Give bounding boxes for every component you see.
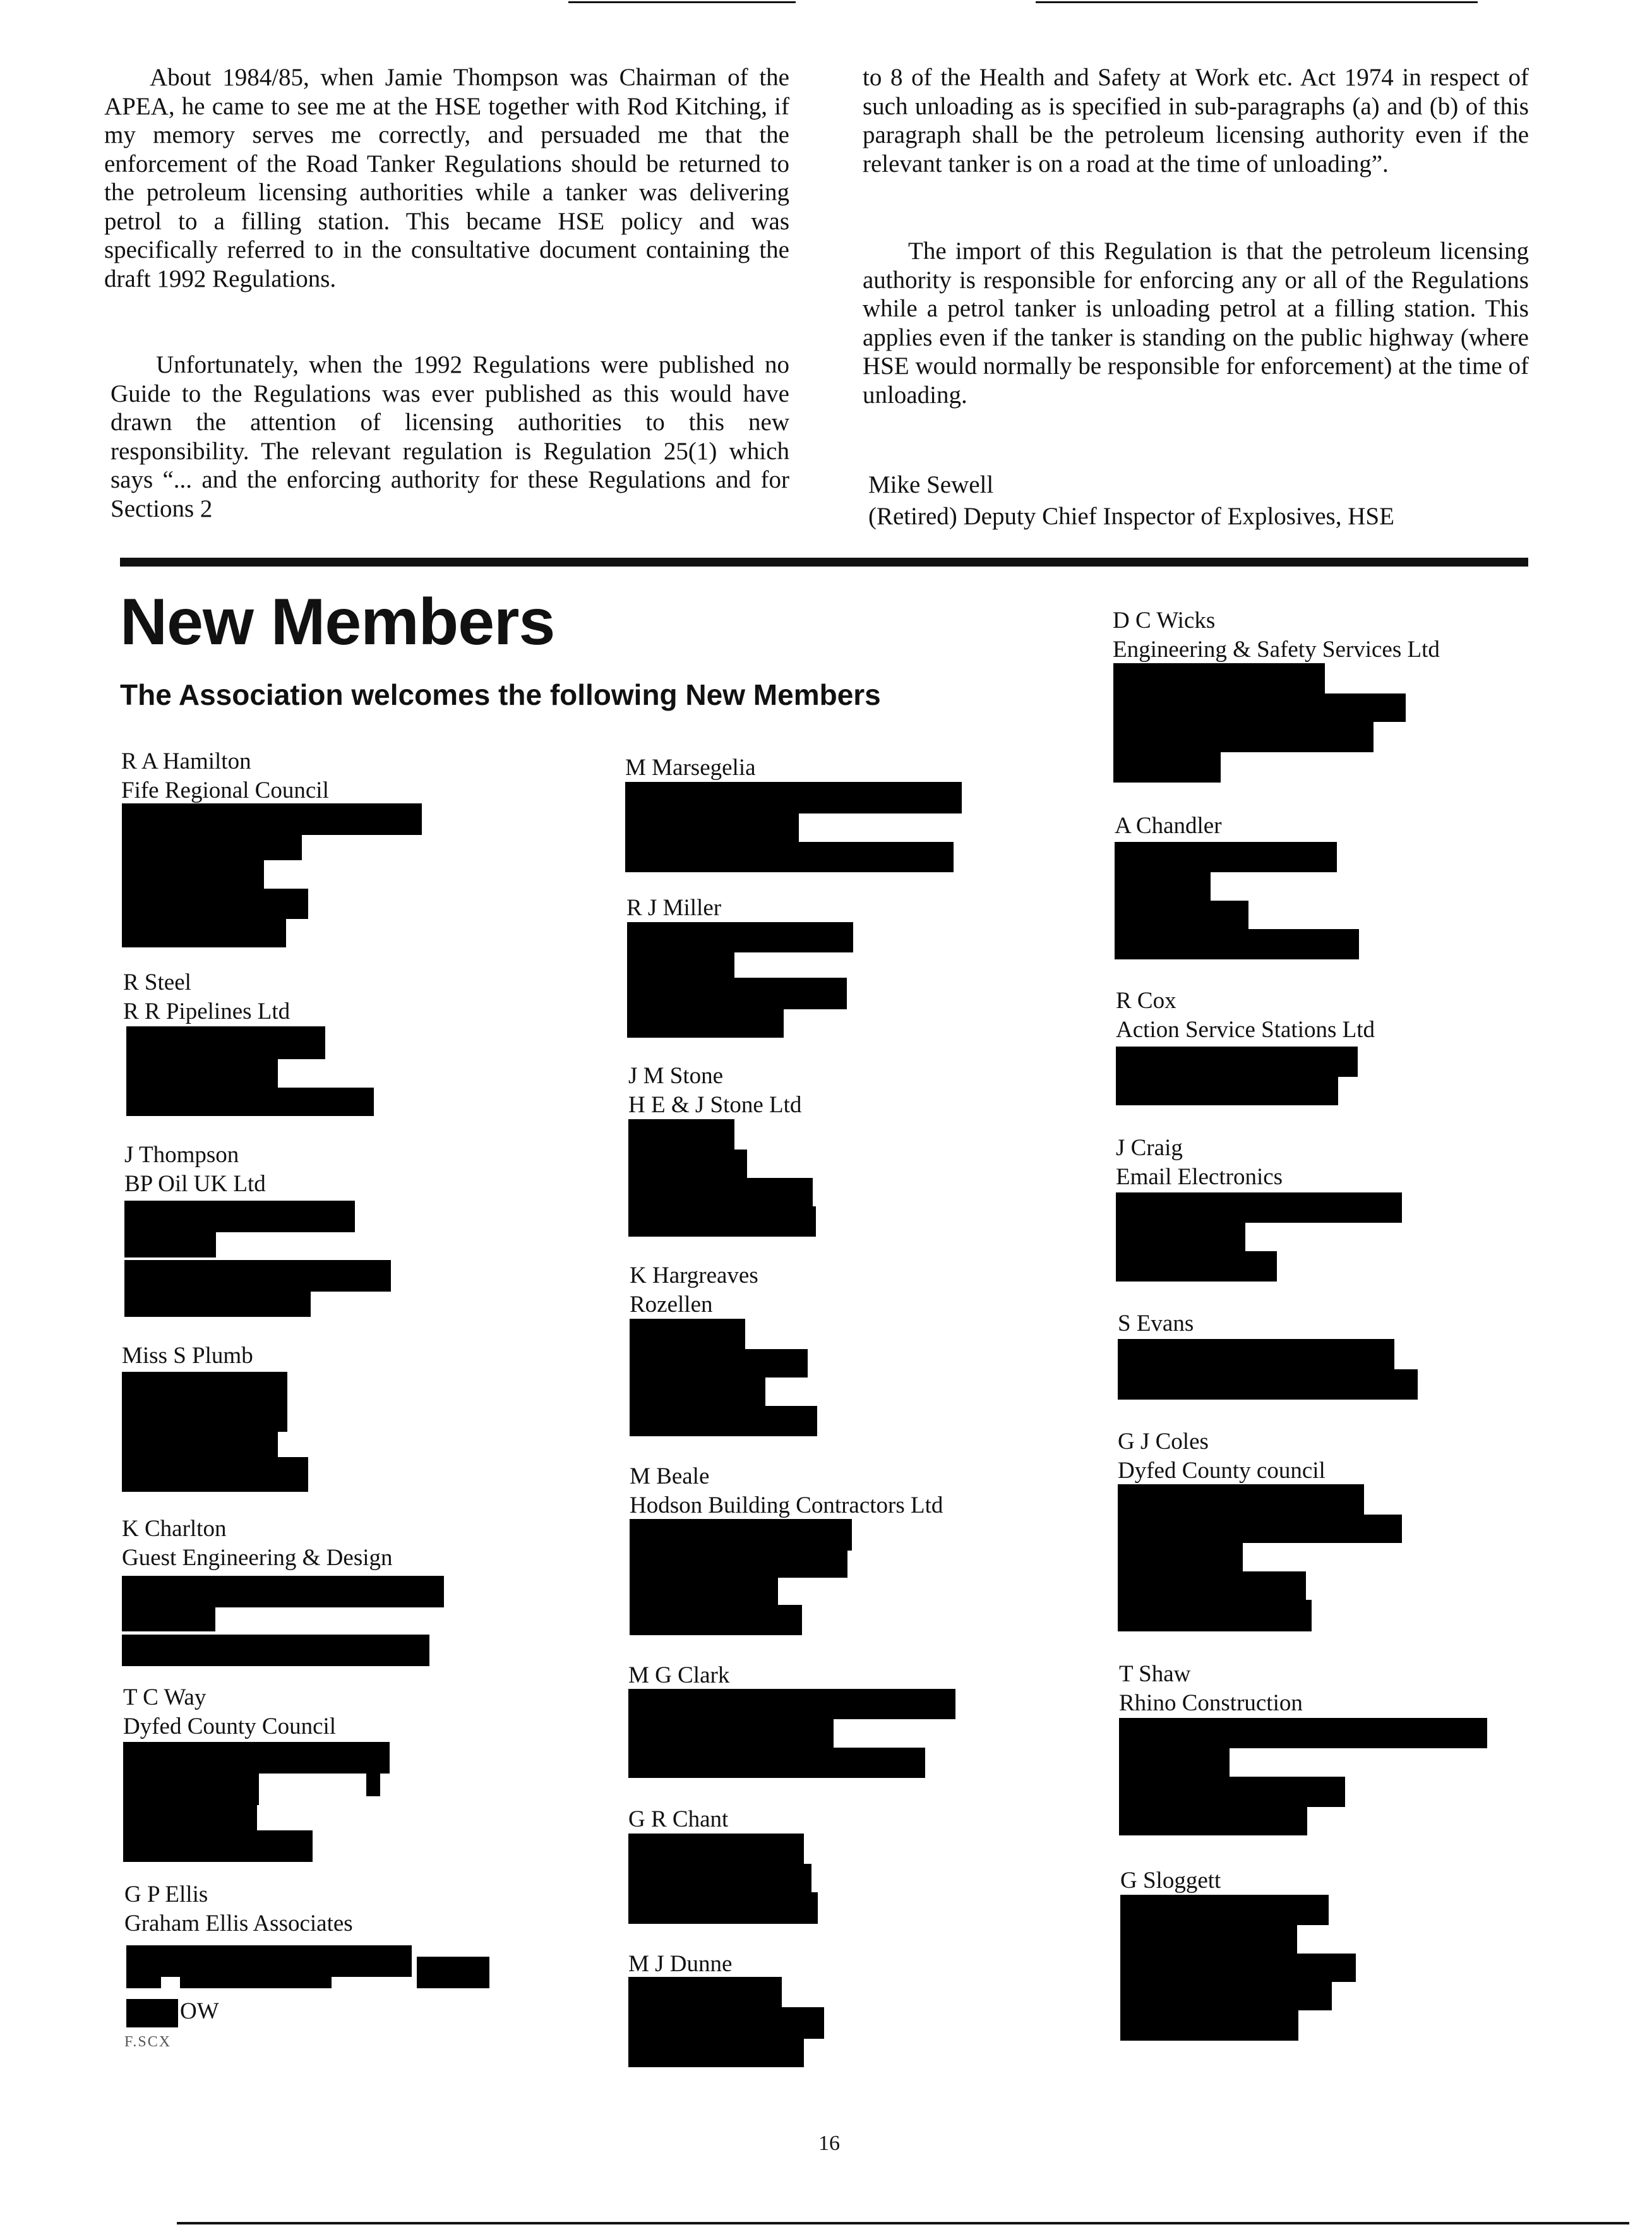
member-name: J M Stone <box>628 1063 724 1089</box>
member-org: Action Service Stations Ltd <box>1116 1017 1375 1043</box>
member-address-fragment: OW <box>180 1998 219 2024</box>
member-r-steel <box>123 968 290 1026</box>
redaction-block <box>1119 1718 1487 1748</box>
redaction-block <box>123 1742 390 1774</box>
redaction-block <box>628 1178 813 1206</box>
member-name: A Chandler <box>1115 813 1222 839</box>
redaction-block <box>630 1378 765 1406</box>
redaction-block <box>1118 1369 1418 1400</box>
redaction-block <box>630 1406 817 1436</box>
redaction-block <box>627 1009 784 1038</box>
redaction-block <box>122 1576 444 1607</box>
member-name: J Craig <box>1116 1135 1183 1161</box>
redaction-block <box>627 922 853 952</box>
redaction-block <box>122 835 302 860</box>
redaction-block <box>1115 901 1248 929</box>
redaction-block <box>366 1774 380 1796</box>
article-left-para-1: About 1984/85, when Jamie Thompson was Chairman of the APEA, he came to see me at the HSE together with Rod Kitching, if my memory serves me correctly, and persuaded me that the enforcement of the Road Tanker Regulations should be returned to the petroleum licensing authorities while a tanker was delivering petrol to a filling station. This became HSE policy and was specifically referred to in the consultative document containing the draft 1992 Regulations. <box>104 64 789 292</box>
redaction-block <box>122 1635 429 1666</box>
redaction-block <box>1115 929 1359 959</box>
member-org: Dyfed County Council <box>123 1714 337 1739</box>
redaction-block <box>122 889 308 919</box>
redaction-block <box>628 1119 734 1150</box>
member-name: G P Ellis <box>124 1882 208 1907</box>
new-members-heading: New Members <box>120 585 555 659</box>
member-name: T C Way <box>123 1684 206 1710</box>
redaction-block <box>123 1805 257 1830</box>
member-org: Dyfed County council <box>1118 1458 1326 1484</box>
member-k-hargreaves <box>630 1261 758 1319</box>
member-name: K Charlton <box>122 1516 227 1542</box>
redaction-block <box>630 1551 847 1578</box>
member-k-charlton <box>122 1515 393 1573</box>
redaction-block <box>1120 1982 1332 2010</box>
article-right-para-2: The import of this Regulation is that the petroleum licensing authority is responsible for enforcing any or all of the Regulations while a petrol tanker is unloading petrol at a filling station. This applies even if the tanker is standing on the public highway (where HSE would normally be responsible for enforcement) at the time of unloading. <box>863 237 1529 409</box>
new-members-subheading: The Association welcomes the following New Members <box>120 678 881 711</box>
member-g-j-coles <box>1118 1427 1326 1486</box>
redaction-block <box>1116 1223 1245 1251</box>
scan-edge-top-right <box>1036 1 1478 3</box>
redaction-block <box>1115 872 1211 901</box>
redaction-block <box>1119 1748 1230 1777</box>
redaction-block <box>628 1150 747 1178</box>
member-d-c-wicks <box>1113 606 1440 664</box>
member-miss-s-plumb <box>122 1342 253 1371</box>
redaction-block <box>122 1457 308 1492</box>
member-name: Miss S Plumb <box>122 1343 253 1369</box>
redaction-block <box>126 1088 374 1116</box>
member-m-j-dunne <box>628 1950 732 1979</box>
member-name: G Sloggett <box>1120 1868 1221 1894</box>
redaction-block <box>630 1578 778 1605</box>
redaction-block <box>1116 1192 1402 1223</box>
redaction-block <box>625 782 962 813</box>
redaction-block <box>124 1260 391 1292</box>
redaction-block <box>627 978 847 1009</box>
redaction-block <box>1118 1600 1312 1631</box>
member-name: R Cox <box>1116 988 1176 1014</box>
member-name: R J Miller <box>626 895 722 921</box>
redaction-block <box>123 1830 313 1862</box>
redaction-block <box>126 1977 161 1988</box>
redaction-block <box>1116 1077 1338 1105</box>
member-org: Graham Ellis Associates <box>124 1911 353 1936</box>
member-name: M Marsegelia <box>625 755 756 781</box>
member-org: Guest Engineering & Design <box>122 1545 393 1571</box>
redaction-block <box>630 1319 745 1349</box>
member-m-beale <box>630 1462 943 1520</box>
redaction-block <box>1113 663 1325 693</box>
redaction-block <box>1113 693 1406 722</box>
redaction-block <box>628 1977 782 2007</box>
member-postcode-fragment: F.SCX <box>124 2034 172 2050</box>
redaction-block <box>124 1292 311 1317</box>
redaction-block <box>1120 1954 1356 1982</box>
redaction-block <box>126 1059 278 1088</box>
member-name: G J Coles <box>1118 1429 1209 1455</box>
member-name: J Thompson <box>124 1142 239 1168</box>
member-org: H E & J Stone Ltd <box>628 1092 802 1118</box>
redaction-block <box>1119 1807 1307 1835</box>
member-g-p-ellis <box>124 1880 353 1938</box>
member-j-m-stone <box>628 1062 801 1120</box>
member-t-c-way <box>123 1683 336 1741</box>
redaction-block <box>1113 722 1374 752</box>
signature-name: Mike Sewell <box>868 471 994 498</box>
member-name: M Beale <box>630 1463 710 1489</box>
redaction-block <box>180 1977 332 1988</box>
member-g-sloggett <box>1120 1866 1221 1895</box>
member-name: D C Wicks <box>1113 608 1216 633</box>
redaction-block <box>122 860 264 889</box>
redaction-block <box>630 1519 852 1551</box>
member-name: T Shaw <box>1119 1661 1191 1687</box>
redaction-block <box>417 1957 489 1988</box>
redaction-block <box>1116 1251 1277 1282</box>
redaction-block <box>124 1201 355 1232</box>
redaction-block <box>628 1834 804 1864</box>
redaction-block <box>630 1605 802 1635</box>
member-name: S Evans <box>1118 1311 1194 1336</box>
member-j-craig <box>1116 1134 1283 1192</box>
member-name: M G Clark <box>628 1662 730 1688</box>
member-org: Rozellen <box>630 1292 713 1318</box>
member-r-a-hamilton <box>121 747 329 805</box>
redaction-block <box>122 1432 278 1457</box>
redaction-block <box>628 1719 834 1748</box>
member-org: Engineering & Safety Services Ltd <box>1113 637 1440 663</box>
member-r-j-miller <box>626 894 721 923</box>
redaction-block <box>1120 1895 1329 1925</box>
member-org: Email Electronics <box>1116 1164 1283 1190</box>
redaction-block <box>630 1349 808 1378</box>
redaction-block <box>628 2039 804 2067</box>
signature-title: (Retired) Deputy Chief Inspector of Explosives, HSE <box>868 503 1394 530</box>
redaction-block <box>1118 1571 1306 1600</box>
member-name: G R Chant <box>628 1806 729 1832</box>
member-s-evans <box>1118 1309 1194 1338</box>
member-name: R Steel <box>123 969 191 995</box>
redaction-block <box>628 1689 955 1719</box>
redaction-block <box>628 2007 824 2039</box>
member-r-cox <box>1116 987 1375 1045</box>
redaction-block <box>1118 1484 1364 1515</box>
member-org: BP Oil UK Ltd <box>124 1171 266 1197</box>
member-g-r-chant <box>628 1805 728 1834</box>
redaction-block <box>1120 2010 1298 2041</box>
redaction-block <box>126 1945 412 1977</box>
redaction-block <box>122 803 422 835</box>
redaction-block <box>122 919 286 947</box>
member-t-shaw <box>1119 1660 1303 1718</box>
redaction-block <box>122 1607 215 1631</box>
member-m-g-clark <box>628 1661 729 1690</box>
redaction-block <box>124 1232 216 1258</box>
redaction-block <box>122 1372 287 1432</box>
redaction-block <box>1120 1925 1297 1954</box>
page-number: 16 <box>818 2132 840 2155</box>
member-name: K Hargreaves <box>630 1263 758 1288</box>
redaction-block <box>628 1864 811 1892</box>
redaction-block <box>625 813 799 842</box>
redaction-block <box>1118 1339 1394 1369</box>
member-a-chandler <box>1115 812 1222 841</box>
member-name: R A Hamilton <box>121 748 251 774</box>
redaction-block <box>1115 842 1337 872</box>
section-divider <box>120 558 1528 567</box>
article-left-para-2: Unfortunately, when the 1992 Regulations were published no Guide to the Regulations was ever published as this would have drawn the attention of licensing authorities to this new responsibility. The relevant regulation is Regulation 25(1) which says “... and the enforcing authority for these Regulations and for Sections 2 <box>111 351 789 522</box>
redaction-block <box>1113 752 1221 783</box>
redaction-block <box>126 1026 325 1059</box>
member-name: M J Dunne <box>628 1951 733 1977</box>
member-org: Rhino Construction <box>1119 1690 1303 1716</box>
article-right-para-1: to 8 of the Health and Safety at Work etc. Act 1974 in respect of such unloading as is specified in sub-paragraphs (a) and (b) of this paragraph shall be the petroleum licensing authority even if the relevant tanker is on a road at the time of unloading”. <box>863 64 1529 177</box>
redaction-block <box>628 1206 816 1237</box>
member-j-thompson <box>124 1141 266 1199</box>
scan-edge-top <box>568 1 796 3</box>
redaction-block <box>126 1999 178 2027</box>
member-org: Fife Regional Council <box>121 777 329 803</box>
member-org: R R Pipelines Ltd <box>123 999 290 1024</box>
scan-edge-bottom <box>177 2222 1629 2224</box>
redaction-block <box>628 1892 818 1924</box>
member-m-marsegelia <box>625 753 756 783</box>
redaction-block <box>1118 1515 1402 1543</box>
redaction-block <box>625 842 954 872</box>
redaction-block <box>1116 1047 1358 1077</box>
member-org: Hodson Building Contractors Ltd <box>630 1492 943 1518</box>
redaction-block <box>628 1748 925 1778</box>
redaction-block <box>123 1774 259 1805</box>
redaction-block <box>1119 1777 1345 1807</box>
redaction-block <box>1118 1543 1243 1571</box>
redaction-block <box>627 952 734 978</box>
